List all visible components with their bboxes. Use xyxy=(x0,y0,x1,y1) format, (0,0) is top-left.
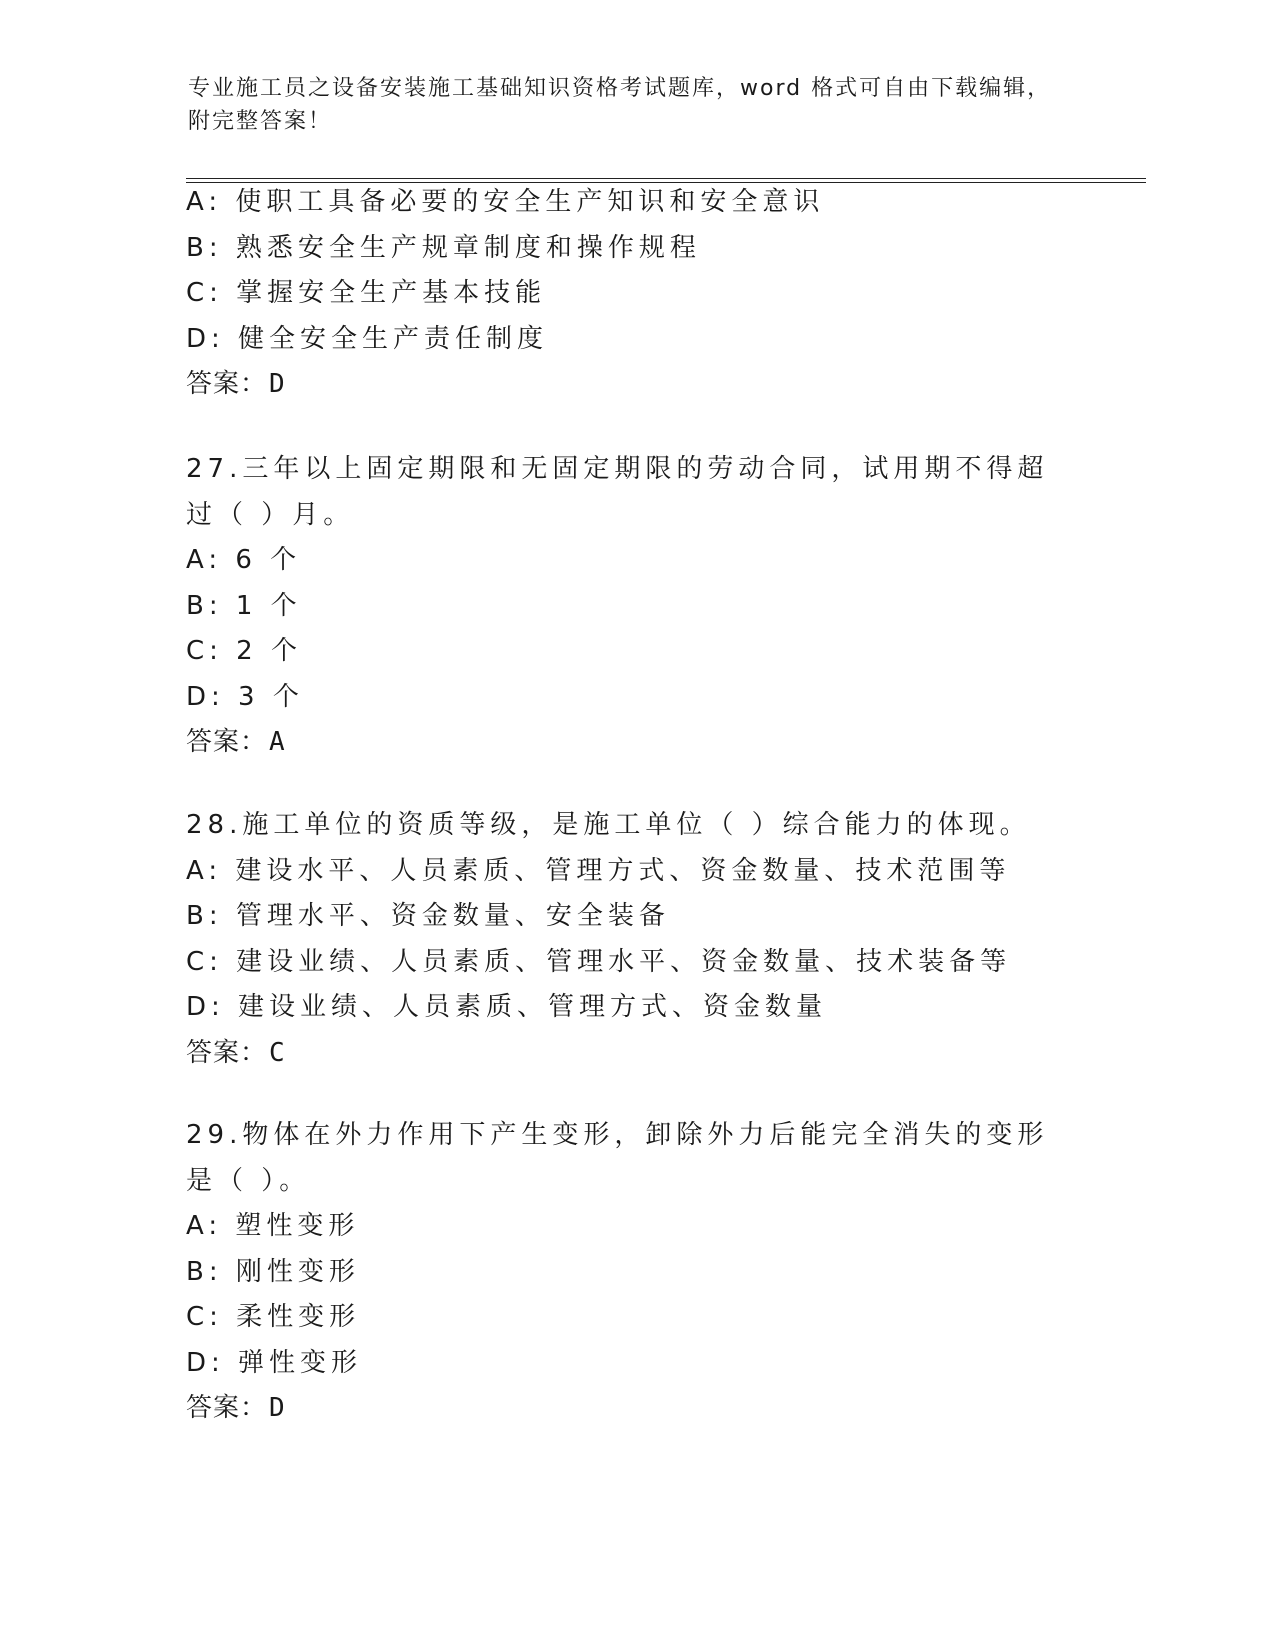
question-text: 28.施工单位的资质等级，是施工单位（ ）综合能力的体现。 xyxy=(186,810,1031,840)
answer xyxy=(186,1031,1066,1077)
answer-label: 答案： xyxy=(186,369,268,399)
option-a: A: 6 个 xyxy=(186,545,302,575)
option-b: B: 刚性变形 xyxy=(186,1256,360,1287)
header-divider-top xyxy=(186,178,1146,179)
option-a: A: 建设水平、人员素质、管理方式、资金数量、技术范围等 xyxy=(186,855,1011,886)
answer-value: A xyxy=(269,727,286,757)
question-26 xyxy=(186,180,1066,408)
option-b: B: 管理水平、资金数量、安全装备 xyxy=(186,901,670,931)
question-27 xyxy=(186,447,1066,766)
option-d: D: 弹性变形 xyxy=(186,1347,363,1378)
option-c: C: 柔性变形 xyxy=(186,1302,361,1332)
option-a: A: 使职工具备必要的安全生产知识和安全意识 xyxy=(186,187,825,217)
option-b: B: 熟悉安全生产规章制度和操作规程 xyxy=(186,232,701,263)
option-d: D: 3 个 xyxy=(186,681,304,712)
answer-label: 答案： xyxy=(186,1037,268,1068)
option-c: C: 掌握安全生产基本技能 xyxy=(186,278,547,308)
answer xyxy=(186,720,1066,766)
option-a: A: 塑性变形 xyxy=(186,1211,360,1241)
answer-label: 答案： xyxy=(186,727,268,757)
answer-value: D xyxy=(269,1393,286,1423)
answer-label: 答案： xyxy=(186,1393,268,1423)
option-c: C: 2 个 xyxy=(186,636,302,666)
option-c: C: 建设业绩、人员素质、管理水平、资金数量、技术装备等 xyxy=(186,946,1012,977)
question-text: 29.物体在外力作用下产生变形，卸除外力后能完全消失的变形是（ ）。 xyxy=(186,1120,1049,1196)
answer xyxy=(186,362,1066,408)
option-d: D: 健全安全生产责任制度 xyxy=(186,323,549,354)
answer xyxy=(186,1386,1066,1432)
option-d: D: 建设业绩、人员素质、管理方式、资金数量 xyxy=(186,992,828,1022)
document-header: 专业施工员之设备安装施工基础知识资格考试题库，word 格式可自由下载编辑，附完整答案！ xyxy=(188,76,1052,134)
answer-value: C xyxy=(269,1037,286,1068)
option-b: B: 1 个 xyxy=(186,590,302,621)
question-28 xyxy=(186,803,1066,1076)
question-29 xyxy=(186,1113,1066,1432)
answer-value: D xyxy=(269,369,286,399)
question-text: 27.三年以上固定期限和无固定期限的劳动合同，试用期不得超过（ ）月。 xyxy=(186,454,1049,530)
